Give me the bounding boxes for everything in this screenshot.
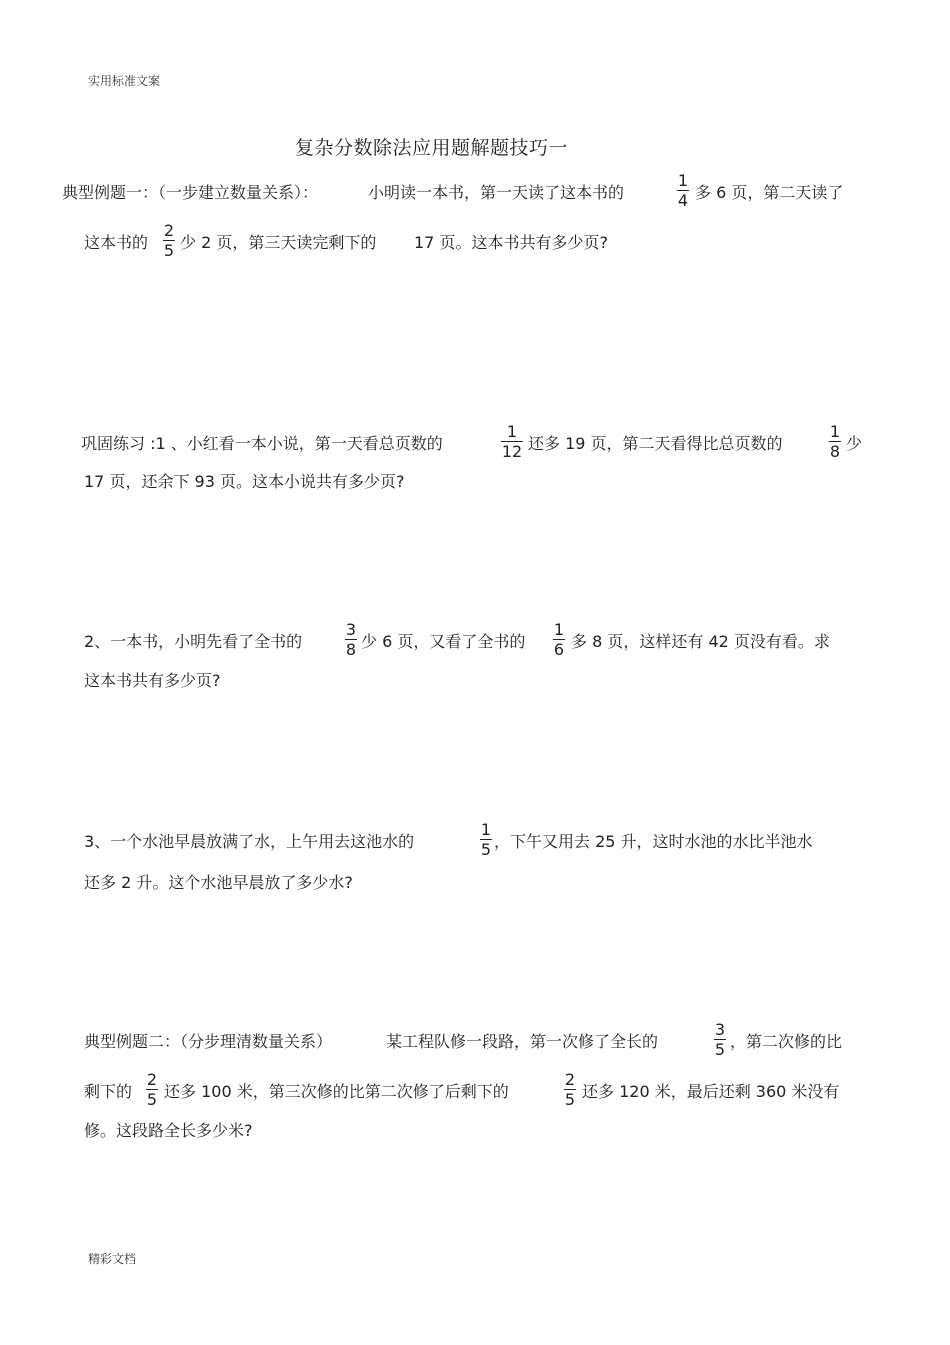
practice-three-text: 还多 2 升。这个水池早晨放了多少水? bbox=[84, 873, 353, 892]
fraction-numerator: 2 bbox=[146, 1070, 158, 1089]
example-two-text: 还多 100 米，第三次修的比第二次修了后剩下的 bbox=[164, 1082, 509, 1101]
fraction-numerator: 1 bbox=[480, 820, 492, 839]
fraction-denominator: 6 bbox=[553, 640, 565, 659]
example-one-heading: 典型例题一：（一步建立数量关系）： bbox=[62, 183, 319, 202]
fraction bbox=[345, 621, 357, 658]
fraction bbox=[677, 172, 689, 209]
page-title: 复杂分数除法应用题解题技巧一 bbox=[295, 137, 569, 159]
fraction-denominator: 5 bbox=[163, 241, 175, 260]
fraction-denominator: 8 bbox=[829, 442, 841, 461]
fraction-denominator: 5 bbox=[146, 1090, 158, 1109]
example-one-text: 17 页。这本书共有多少页? bbox=[414, 233, 608, 252]
fraction bbox=[829, 423, 841, 460]
fraction-numerator: 3 bbox=[345, 620, 357, 639]
fraction-numerator: 2 bbox=[163, 221, 175, 240]
fraction bbox=[553, 621, 565, 658]
fraction-denominator: 8 bbox=[345, 640, 357, 659]
fraction-numerator: 1 bbox=[677, 171, 689, 190]
example-one-text: 少 2 页，第三天读完剩下的 bbox=[180, 233, 377, 252]
fraction bbox=[714, 1021, 726, 1058]
example-two-text: 还多 120 米，最后还剩 360 米没有 bbox=[582, 1082, 840, 1101]
fraction-denominator: 4 bbox=[677, 191, 689, 210]
fraction-denominator: 5 bbox=[564, 1090, 576, 1109]
fraction-numerator: 1 bbox=[829, 422, 841, 441]
practice-one-text: 少 bbox=[846, 434, 863, 453]
example-two-text: 剩下的 bbox=[84, 1082, 133, 1101]
fraction-numerator: 2 bbox=[564, 1070, 576, 1089]
example-two-text: ，第二次修的比 bbox=[730, 1032, 843, 1051]
page-footer: 精彩文档 bbox=[88, 1252, 137, 1266]
example-one-text: 这本书的 bbox=[84, 233, 149, 252]
fraction-numerator: 1 bbox=[553, 620, 565, 639]
fraction bbox=[146, 1071, 158, 1108]
practice-two-text: 多 8 页，这样还有 42 页没有看。求 bbox=[571, 632, 830, 651]
fraction-numerator: 1 bbox=[506, 422, 518, 441]
practice-three-text: 3、一个水池早晨放满了水，上午用去这池水的 bbox=[84, 832, 415, 851]
example-two-heading: 典型例题二：（分步理清数量关系） bbox=[84, 1032, 333, 1051]
fraction-numerator: 3 bbox=[714, 1020, 726, 1039]
practice-two-text: 2、一本书，小明先看了全书的 bbox=[84, 632, 303, 651]
fraction-denominator: 5 bbox=[714, 1040, 726, 1059]
example-one-text: 小明读一本书，第一天读了这本书的 bbox=[368, 183, 625, 202]
fraction bbox=[564, 1071, 576, 1108]
example-two-text: 修。这段路全长多少米? bbox=[84, 1121, 253, 1140]
fraction-denominator: 5 bbox=[480, 840, 492, 859]
fraction-denominator: 12 bbox=[501, 442, 523, 461]
practice-two-text: 少 6 页，又看了全书的 bbox=[361, 632, 526, 651]
fraction bbox=[480, 821, 492, 858]
fraction bbox=[163, 222, 175, 259]
practice-one-text: 17 页，还余下 93 页。这本小说共有多少页? bbox=[84, 472, 405, 491]
fraction bbox=[501, 423, 523, 460]
example-one-text: 多 6 页，第二天读了 bbox=[695, 183, 844, 202]
practice-one-text: 巩固练习 :1 、小红看一本小说，第一天看总页数的 bbox=[81, 434, 443, 453]
practice-three-text: ，下午又用去 25 升，这时水池的水比半池水 bbox=[494, 832, 813, 851]
page-header: 实用标准文案 bbox=[88, 74, 161, 88]
example-two-text: 某工程队修一段路，第一次修了全长的 bbox=[386, 1032, 659, 1051]
practice-two-text: 这本书共有多少页? bbox=[84, 671, 221, 690]
practice-one-text: 还多 19 页，第二天看得比总页数的 bbox=[528, 434, 783, 453]
